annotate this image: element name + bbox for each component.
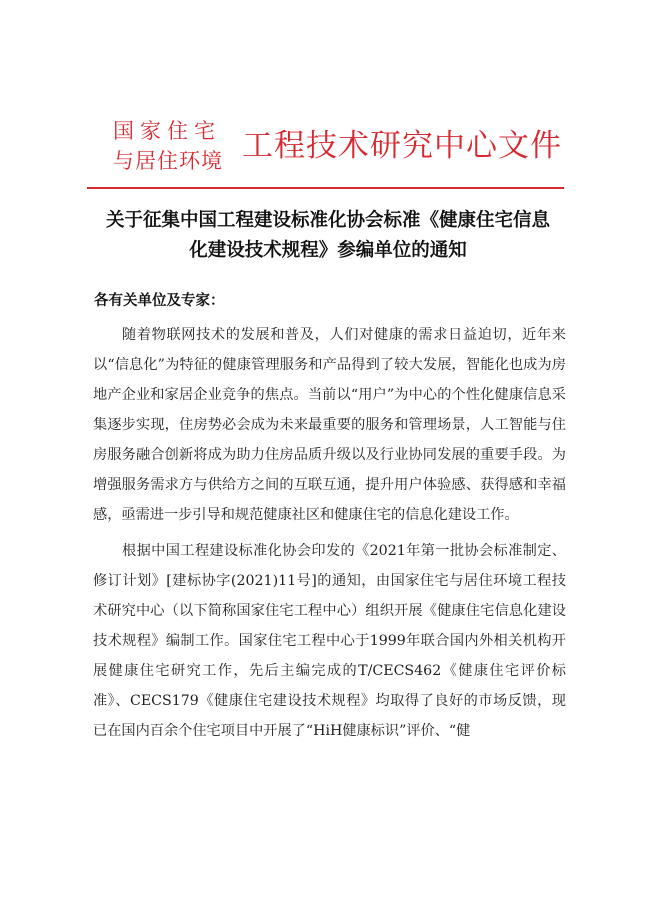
organization-line-2: 与居住环境 xyxy=(113,149,223,173)
body-paragraph-1: 随着物联网技术的发展和普及，人们对健康的需求日益迫切，近年来以“信息化”为特征的健康管理服务和产品得到了较大发展，智能化也成为房地产企业和家居企业竞争的焦点。当前以“用户”为中心的个性化健康信息采集逐步实现，住房势必会成为未来最重要的服务和管理场景，人工智能与住房服务融合创新将成为助力住房品质升级以及行业协同发展的重要手段。为增强服务需求方与供给方之间的互联互通，提升用户体验感、获得感和幸福感，亟需进一步引导和规范健康社区和健康住宅的信息化建设工作。 xyxy=(93,327,566,523)
document-type-heading: 工程技术研究中心文件 xyxy=(242,128,562,164)
issuing-organization xyxy=(113,116,235,176)
red-header-divider xyxy=(87,187,564,189)
document-body xyxy=(93,320,566,752)
notice-title xyxy=(88,206,568,266)
notice-title-line-1: 关于征集中国工程建设标准化协会标准《健康住宅信息 xyxy=(105,210,550,231)
notice-title-line-2: 化建设技术规程》参编单位的通知 xyxy=(189,240,467,261)
body-paragraph-2: 根据中国工程建设标准化协会印发的《2021年第一批协会标准制定、修订计划》[建标协字(2021)11号]的通知，由国家住宅与居住环境工程技术研究中心（以下简称国家住宅工程中心）组织开展《健康住宅信息化建设技术规程》编制工作。国家住宅工程中心于1999年联合国内外相关机构开展健康住宅研究工作，先后主编完成的T/CECS462《健康住宅评价标准》、CECS179《健康住宅建设技术规程》均取得了良好的市场反馈，现已在国内百余个住宅项目中开展了“HiH健康标识”评价、“健 xyxy=(93,543,566,739)
organization-line-1: 国家住宅 xyxy=(113,119,221,143)
salutation: 各有关单位及专家： xyxy=(94,293,225,309)
